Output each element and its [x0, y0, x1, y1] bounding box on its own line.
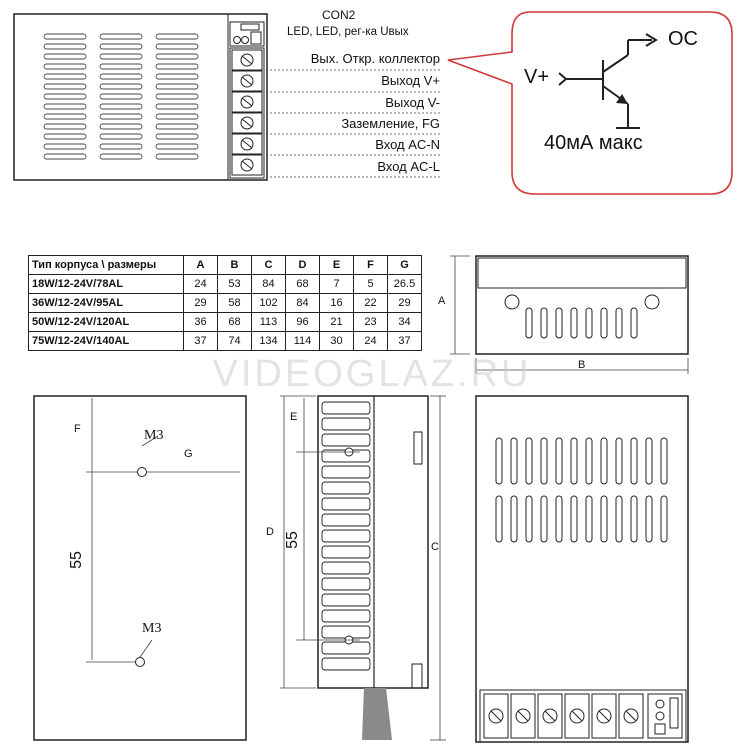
back-terminal-strip [480, 690, 686, 742]
table-row [29, 332, 422, 351]
table-cell: 114 [286, 332, 320, 351]
schematic-oc-label: OC [668, 28, 698, 50]
table-cell: 37 [184, 332, 218, 351]
mounting-hole-bottom [136, 658, 145, 667]
dim-label-e: E [290, 411, 298, 423]
table-cell: 36W/12-24V/95AL [29, 294, 184, 313]
terminal-label-ground-fg: Заземление, FG [341, 116, 440, 131]
table-header-cell: F [354, 256, 388, 275]
dim-label-d: D [266, 526, 274, 538]
table-cell: 22 [354, 294, 388, 313]
dimensions-table [28, 255, 422, 351]
table-row [29, 294, 422, 313]
table-cell: 113 [252, 313, 286, 332]
side-view [318, 396, 428, 688]
schematic-current-label: 40мА макс [544, 132, 643, 154]
table-cell: 29 [184, 294, 218, 313]
hole-label-top: M3 [144, 428, 164, 443]
dim-label-a: A [438, 295, 446, 307]
table-cell: 23 [354, 313, 388, 332]
terminal-label-input-ac-l: Вход AC-L [377, 159, 440, 174]
table-cell: 68 [286, 275, 320, 294]
table-cell: 84 [286, 294, 320, 313]
table-cell: 16 [320, 294, 354, 313]
table-row [29, 275, 422, 294]
table-cell: 30 [320, 332, 354, 351]
table-cell: 24 [354, 332, 388, 351]
table-cell: 34 [388, 313, 422, 332]
table-cell: 5 [354, 275, 388, 294]
table-cell: 26.5 [388, 275, 422, 294]
table-cell: 36 [184, 313, 218, 332]
table-header-cell: Тип корпуса \ размеры [29, 256, 184, 275]
terminal-label-output-vplus: Выход V+ [381, 73, 440, 88]
terminal-label-input-ac-n: Вход AC-N [375, 137, 440, 152]
table-cell: 84 [252, 275, 286, 294]
table-cell: 18W/12-24V/78AL [29, 275, 184, 294]
table-cell: 21 [320, 313, 354, 332]
dim-label-c: C [431, 541, 439, 553]
front-view [476, 256, 688, 354]
table-header-cell: G [388, 256, 422, 275]
table-cell: 74 [218, 332, 252, 351]
table-cell: 7 [320, 275, 354, 294]
table-header-cell: E [320, 256, 354, 275]
mounting-hole-top [138, 468, 147, 477]
table-cell: 29 [388, 294, 422, 313]
table-cell: 37 [388, 332, 422, 351]
con2-subtitle: LED, LED, рег-ка Uвых [287, 26, 409, 38]
table-cell: 102 [252, 294, 286, 313]
side-view-terminal-profile [362, 688, 392, 740]
dim-label-b: B [578, 359, 586, 371]
terminal-label-output-vminus: Выход V- [385, 95, 440, 110]
dim-label-f: F [74, 423, 81, 435]
hole-label-bottom: M3 [142, 621, 162, 636]
table-cell: 50W/12-24V/120AL [29, 313, 184, 332]
table-cell: 68 [218, 313, 252, 332]
table-header-cell: A [184, 256, 218, 275]
table-header-row [29, 256, 422, 275]
dim-label-55-mounting: 55 [67, 551, 85, 569]
table-header-cell: D [286, 256, 320, 275]
dim-label-55-side: 55 [283, 531, 301, 549]
table-cell: 96 [286, 313, 320, 332]
table-cell: 75W/12-24V/140AL [29, 332, 184, 351]
table-cell: 134 [252, 332, 286, 351]
watermark: VIDEOGLAZ.RU [212, 353, 532, 395]
table-header-cell: B [218, 256, 252, 275]
terminal-label-open-collector: Вых. Откр. коллектор [310, 51, 440, 66]
table-row [29, 313, 422, 332]
table-cell: 58 [218, 294, 252, 313]
dim-label-g: G [184, 448, 193, 460]
mounting-bottom-view [34, 396, 246, 740]
table-cell: 53 [218, 275, 252, 294]
table-cell: 24 [184, 275, 218, 294]
con2-title: CON2 [322, 8, 356, 22]
schematic-vplus-label: V+ [524, 66, 550, 88]
table-header-cell: C [252, 256, 286, 275]
